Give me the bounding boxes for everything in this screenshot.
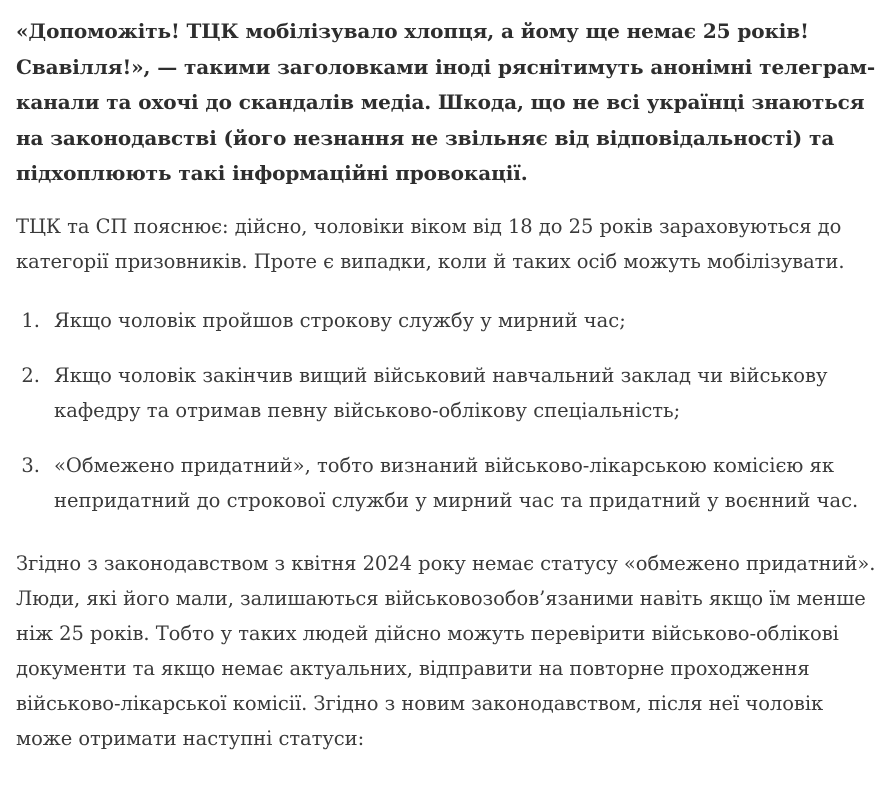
legislation-paragraph: Згідно з законодавством з квітня 2024 року немає статусу «обмежено придатний». Люди, які його мали, залишаються військовозобов’язаними навіть якщо їм менше ніж 25 років. Тобто у таких людей дійсно можуть перевірити військово-облікові документи та якщо немає актуальних, відправити на повторне проходження військово-лікарської комісії. Згідно з новим законодавством, після неї чоловік може отримати наступні статуси: [16, 551, 876, 750]
list-item [16, 303, 880, 338]
article-body [16, 14, 880, 756]
explanation-paragraph: ТЦК та СП пояснює: дійсно, чоловіки віком від 18 до 25 років зараховуються до категорії призовників. Проте є випадки, коли й таких осіб можуть мобілізувати. [16, 214, 845, 273]
list-item [16, 358, 880, 428]
lead-paragraph: «Допоможіть! ТЦК мобілізувало хлопця, а йому ще немає 25 років! Свавілля!», — такими заголовками іноді ряснітимуть анонімні телеграм-канали та охочі до скандалів медіа. Шкода, що не всі українці знаються на законодавстві (його незнання не звільняє від відповідальності) та підхоплюють такі інформаційні провокації. [16, 19, 876, 185]
list-item-text: Якщо чоловік пройшов строкову службу у мирний час; [54, 308, 626, 332]
list-item-number: 3. [21, 453, 40, 477]
list-item-number: 2. [21, 363, 40, 387]
cases-list [16, 303, 880, 518]
list-item [16, 448, 880, 518]
list-item-text: «Обмежено придатний», тобто визнаний військово-лікарською комісією як непридатний до строкової служби у мирний час та придатний у воєнний час. [54, 453, 859, 512]
list-item-text: Якщо чоловік закінчив вищий військовий навчальний заклад чи військову кафедру та отримав певну військово-облікову спеціальність; [54, 363, 828, 422]
list-item-number: 1. [21, 308, 40, 332]
